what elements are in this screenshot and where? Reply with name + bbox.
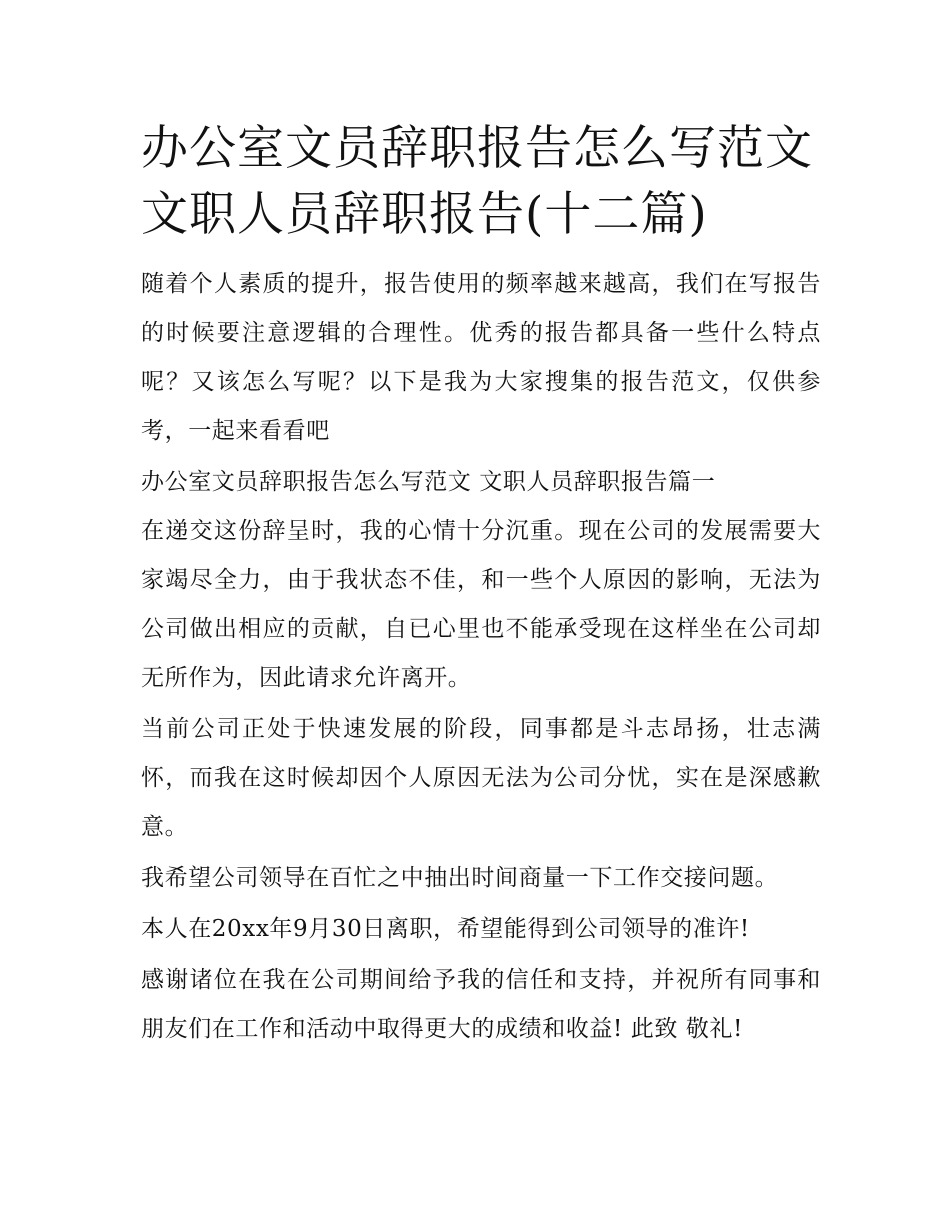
section-heading: 办公室文员辞职报告怎么写范文 文职人员辞职报告篇一 bbox=[141, 469, 716, 495]
body-paragraph: 当前公司正处于快速发展的阶段，同事都是斗志昂扬，壮志满怀，而我在这时候却因个人原因无法为公司分忧，实在是深感歉意。 bbox=[141, 716, 821, 840]
body-paragraph: 在递交这份辞呈时，我的心情十分沉重。现在公司的发展需要大家竭尽全力，由于我状态不佳，和一些个人原因的影响，无法为公司做出相应的贡献，自已心里也不能承受现在这样坐在公司却无所作为，因此请求允许离开。 bbox=[141, 518, 821, 691]
body-paragraph: 感谢诸位在我在公司期间给予我的信任和支持，并祝所有同事和朋友们在工作和活动中取得更大的成绩和收益! 此致 敬礼! bbox=[141, 967, 821, 1042]
document-title: 办公室文员辞职报告怎么写范文 文职人员辞职报告(十二篇) bbox=[141, 121, 813, 242]
intro-paragraph: 随着个人素质的提升，报告使用的频率越来越高，我们在写报告的时候要注意逻辑的合理性。优秀的报告都具备一些什么特点呢？又该怎么写呢？以下是我为大家搜集的报告范文，仅供参考，一起来看看吧 bbox=[141, 271, 821, 444]
body-paragraph: 我希望公司领导在百忙之中抽出时间商量一下工作交接问题。 bbox=[141, 865, 779, 891]
body-paragraph: 本人在20xx年9月30日离职，希望能得到公司领导的准许! bbox=[141, 916, 750, 942]
document-body bbox=[141, 116, 821, 1056]
